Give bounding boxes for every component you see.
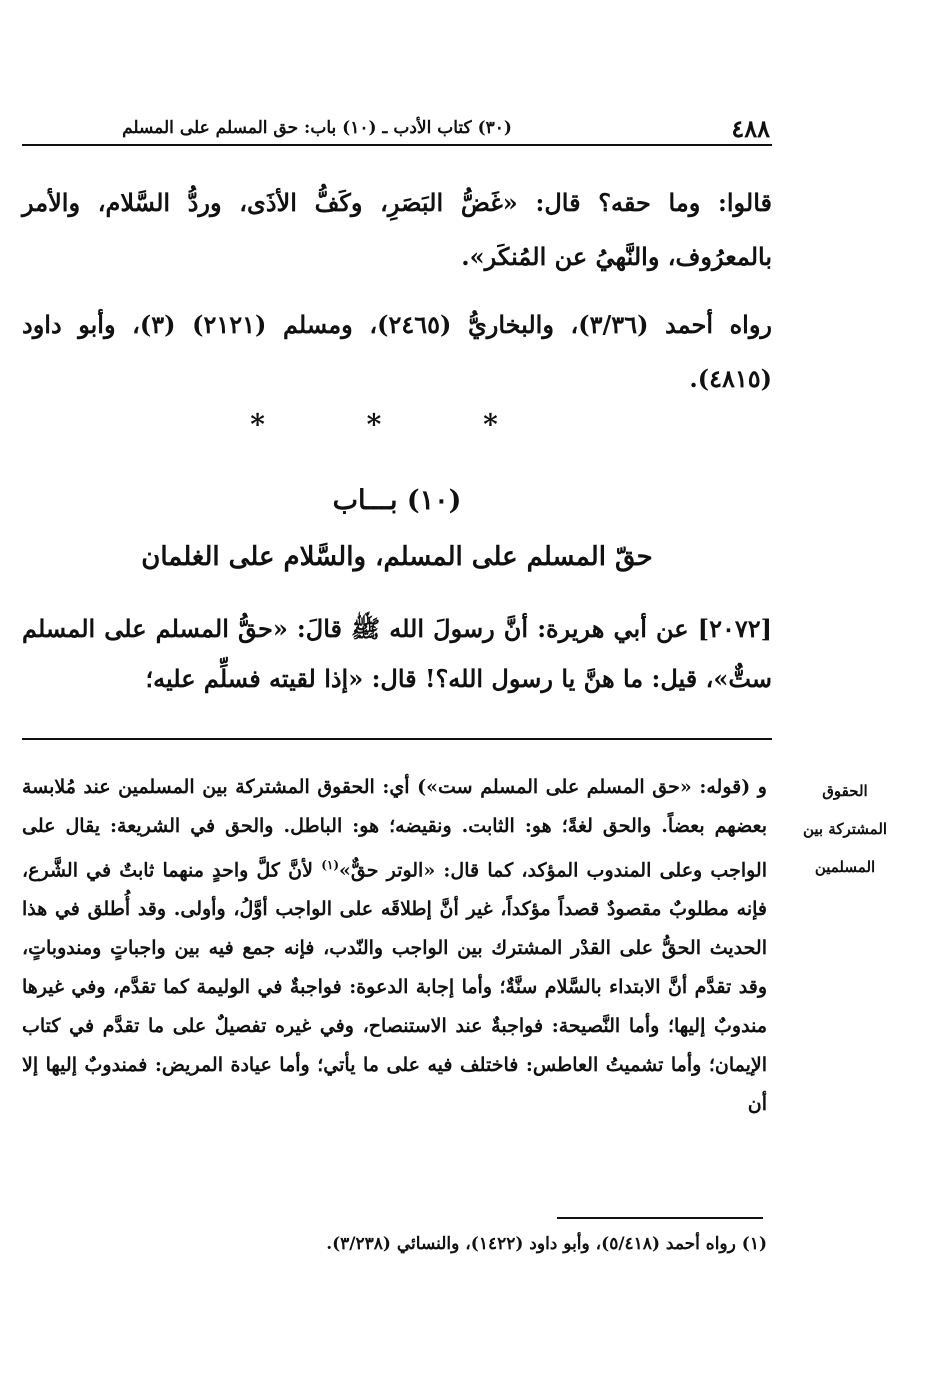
margin-note: [790, 772, 900, 886]
commentary-text: [22, 768, 767, 1124]
main-commentary-divider: [22, 738, 772, 740]
margin-note-line: الحقوق: [822, 782, 868, 800]
margin-note-line: المشتركة بين: [802, 820, 888, 838]
page-header: [22, 112, 772, 146]
chapter-title: حقّ المسلم على المسلم، والسَّلام على الغلمان: [141, 542, 653, 572]
commentary-part-2: لأنَّ كلَّ واحدٍ منهما ثابتٌ في الشَّرع، فإنه مطلوبٌ مقصودٌ قصداً مؤكداً، غير أنَّ إطلاقَه على الواجب أوَّلُ، وأولى. وقد أُطلق في هذا الحديث الحقُّ على القدْر المشترك بين الواجب والنّدب، فإنه جمع فيه بين واجباتٍ ومندوباتٍ، وقد تقدَّم أنَّ الابتداء بالسَّلام سنَّةٌ؛ وأما إجابة الدعوة: فواجبةٌ في الوليمة كما تقدَّم، وفي غيرها مندوبٌ إليها؛ وأما النَّصيحة: فواجبةٌ عند الاستنصاح، وفي غيره تفصيلٌ على ما تقدَّم في كتاب الإيمان؛ وأما تشميتُ العاطس: فاختلف فيه على ما يأتي؛ وأما عيادة المريض: فمندوبٌ إليها إلا أن: [22, 859, 767, 1116]
margin-note-line: المسلمين: [814, 858, 876, 876]
footnote: (١) رواه أحمد (٥/٤١٨)، وأبو داود (١٤٢٢)، والنسائي (٣/٢٣٨).: [326, 1234, 767, 1254]
commentary-part-1: و (قوله: «حق المسلم على المسلم ست») أي: الحقوق المشتركة بين المسلمين عند مُلابسة بعضهم بعضاً. والحق لغةً؛ هو: الثابت. ونقيضه؛ هو: الباطل. والحق في الشريعة: يقال على الواجب وعلى المندوب المؤكد، كما قال: «الوتر حقٌّ»: [22, 776, 767, 882]
page-number: ٤٨٨: [731, 114, 770, 143]
footnote-divider: [557, 1217, 763, 1219]
footnote-reference: (١): [321, 858, 340, 872]
hadith-text: [٢٠٧٢] عن أبي هريرة: أنَّ رسولَ الله ﷺ قالَ: «حقُّ المسلم على المسلم ستٌّ»، قيل: ما هنَّ يا رسول الله؟! قال: «إذا لقيته فسلِّم عليه؛: [22, 614, 772, 693]
hadith-references: رواه أحمد (٣/٣٦)، والبخاريُّ (٢٤٦٥)، ومسلم (٢١٢١) (٣)، وأبو داود (٤٨١٥).: [22, 310, 773, 393]
chapter-label: (١٠) بـــاب: [332, 485, 462, 516]
hadith-continuation: قالوا: وما حقه؟ قال: «غَضُّ البَصَرِ، وكَفُّ الأذَى، وردُّ السَّلام، والأمر بالمعرُوف، والنَّهيُ عن المُنكَر».: [22, 188, 772, 271]
section-separator: * * *: [250, 408, 544, 441]
running-head: (٣٠) كتاب الأدب ـ (١٠) باب: حق المسلم على المسلم: [122, 118, 512, 138]
